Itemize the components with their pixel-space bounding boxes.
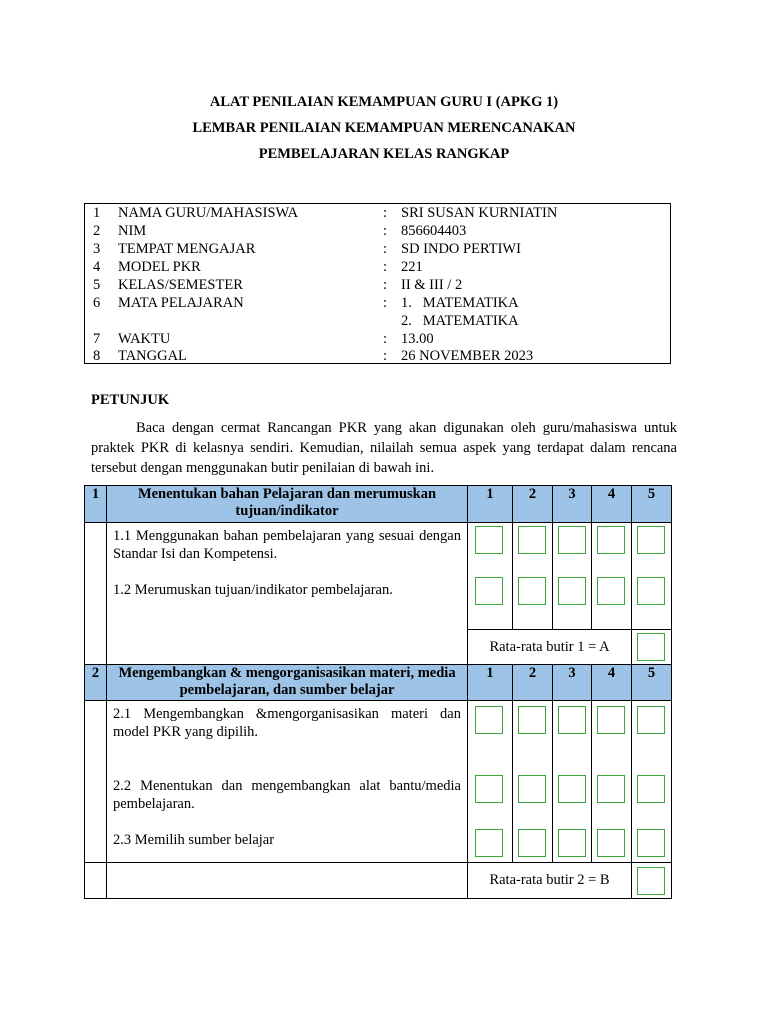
average-label: Rata-rata butir 2 = B bbox=[468, 863, 632, 899]
info-row-subject-2 bbox=[85, 312, 670, 330]
item-1-2: 1.2 Merumuskan tujuan/indikator pembelajaran. bbox=[113, 582, 393, 598]
info-value: SRI SUSAN KURNIATIN bbox=[401, 205, 558, 221]
info-colon: : bbox=[383, 259, 388, 275]
score-header: 1 bbox=[468, 486, 513, 523]
identity-table bbox=[84, 203, 671, 364]
info-row-class bbox=[85, 276, 670, 294]
average-label: Rata-rata butir 1 = A bbox=[468, 630, 632, 665]
info-no: 3 bbox=[93, 241, 101, 257]
score-header: 1 bbox=[468, 665, 513, 701]
info-value: 13.00 bbox=[401, 331, 434, 347]
info-label: NAMA GURU/MAHASISWA bbox=[118, 205, 299, 221]
item-2-1: 2.1 Mengembangkan &mengorganisasikan materi dan model PKR yang dipilih. bbox=[113, 706, 461, 740]
blank-cell bbox=[85, 523, 107, 665]
section-title: Menentukan bahan Pelajaran dan merumuskan tujuan/indikator bbox=[107, 486, 468, 523]
blank-cell bbox=[85, 701, 107, 863]
score-header: 2 bbox=[513, 665, 553, 701]
score-header: 5 bbox=[632, 665, 672, 701]
info-row-subject bbox=[85, 294, 670, 312]
blank-cell bbox=[107, 863, 468, 899]
info-label: KELAS/SEMESTER bbox=[118, 277, 243, 293]
section-no: 2 bbox=[85, 665, 107, 701]
item-1-1: 1.1 Menggunakan bahan pembelajaran yang sesuai dengan Standar Isi dan Kompetensi. bbox=[113, 528, 461, 562]
info-no: 8 bbox=[93, 348, 101, 364]
score-checkbox-1-2-3[interactable] bbox=[558, 577, 586, 605]
info-row-location bbox=[85, 240, 670, 258]
score-checkbox-2-2-4[interactable] bbox=[597, 775, 625, 803]
info-no: 2 bbox=[93, 223, 101, 239]
info-colon: : bbox=[383, 295, 388, 311]
score-checkbox-1-1-2[interactable] bbox=[518, 526, 546, 554]
info-no: 5 bbox=[93, 277, 101, 293]
info-label: NIM bbox=[118, 223, 147, 239]
section-1-item-list bbox=[107, 523, 468, 665]
section-2-item-list bbox=[107, 701, 468, 863]
info-label: MATA PELAJARAN bbox=[118, 295, 244, 311]
info-row-date bbox=[85, 347, 670, 365]
info-label: MODEL PKR bbox=[118, 259, 201, 275]
score-checkbox-2-2-5[interactable] bbox=[637, 775, 665, 803]
average-checkbox-b[interactable] bbox=[637, 867, 665, 895]
item-2-3: 2.3 Memilih sumber belajar bbox=[113, 832, 275, 848]
score-checkbox-1-2-4[interactable] bbox=[597, 577, 625, 605]
score-checkbox-2-2-3[interactable] bbox=[558, 775, 586, 803]
score-checkbox-1-2-2[interactable] bbox=[518, 577, 546, 605]
score-checkbox-1-1-4[interactable] bbox=[597, 526, 625, 554]
info-value: 856604403 bbox=[401, 223, 467, 239]
petunjuk-text: Baca dengan cermat Rancangan PKR yang akan digunakan oleh guru/mahasiswa untuk praktek PKR di kelasnya sendiri. Kemudian, nilailah semua aspek yang terdapat dalam rencana tersebut dengan menggunakan butir penilaian di bawah ini. bbox=[91, 420, 677, 476]
info-label: TANGGAL bbox=[118, 348, 187, 364]
score-checkbox-1-1-1[interactable] bbox=[475, 526, 503, 554]
info-colon: : bbox=[383, 223, 388, 239]
score-checkbox-1-2-5[interactable] bbox=[637, 577, 665, 605]
score-header: 3 bbox=[553, 665, 592, 701]
score-checkbox-2-3-5[interactable] bbox=[637, 829, 665, 857]
info-value: II & III / 2 bbox=[401, 277, 463, 293]
info-row-name bbox=[85, 204, 670, 222]
info-no: 4 bbox=[93, 259, 101, 275]
section-no: 1 bbox=[85, 486, 107, 523]
score-checkbox-1-1-3[interactable] bbox=[558, 526, 586, 554]
info-row-model bbox=[85, 258, 670, 276]
title-line-1: ALAT PENILAIAN KEMAMPUAN GURU I (APKG 1) bbox=[209, 94, 559, 110]
info-value: 221 bbox=[401, 259, 423, 275]
item-2-2: 2.2 Menentukan dan mengembangkan alat bantu/media pembelajaran. bbox=[113, 778, 461, 812]
score-checkbox-2-2-2[interactable] bbox=[518, 775, 546, 803]
info-colon: : bbox=[383, 241, 388, 257]
info-no: 7 bbox=[93, 331, 101, 347]
info-colon: : bbox=[383, 277, 388, 293]
score-checkbox-2-2-1[interactable] bbox=[475, 775, 503, 803]
blank-cell bbox=[85, 863, 107, 899]
section-2-average-row bbox=[85, 863, 672, 899]
average-checkbox-a[interactable] bbox=[637, 633, 665, 661]
info-row-time bbox=[85, 330, 670, 348]
title-line-3: PEMBELAJARAN KELAS RANGKAP bbox=[258, 146, 510, 162]
info-no: 6 bbox=[93, 295, 101, 311]
score-checkbox-2-1-3[interactable] bbox=[558, 706, 586, 734]
info-value-2: 2. MATEMATIKA bbox=[401, 313, 519, 329]
score-checkbox-2-1-2[interactable] bbox=[518, 706, 546, 734]
score-checkbox-1-2-1[interactable] bbox=[475, 577, 503, 605]
score-checkbox-2-1-5[interactable] bbox=[637, 706, 665, 734]
score-header: 3 bbox=[553, 486, 592, 523]
info-no: 1 bbox=[93, 205, 101, 221]
section-1-header bbox=[85, 486, 672, 523]
info-label: WAKTU bbox=[118, 331, 171, 347]
score-header: 5 bbox=[632, 486, 672, 523]
info-colon: : bbox=[383, 205, 388, 221]
petunjuk-heading: PETUNJUK bbox=[91, 392, 170, 408]
score-checkbox-2-1-4[interactable] bbox=[597, 706, 625, 734]
score-checkbox-2-3-3[interactable] bbox=[558, 829, 586, 857]
info-value: 26 NOVEMBER 2023 bbox=[401, 348, 534, 364]
document-title-block bbox=[0, 92, 768, 170]
score-header: 4 bbox=[592, 486, 632, 523]
score-header: 2 bbox=[513, 486, 553, 523]
score-checkbox-1-1-5[interactable] bbox=[637, 526, 665, 554]
info-value: SD INDO PERTIWI bbox=[401, 241, 521, 257]
info-colon: : bbox=[383, 348, 388, 364]
section-title: Mengembangkan & mengorganisasikan materi, media pembelajaran, dan sumber belajar bbox=[107, 665, 468, 701]
score-checkbox-2-3-1[interactable] bbox=[475, 829, 503, 857]
score-checkbox-2-3-2[interactable] bbox=[518, 829, 546, 857]
section-2-header bbox=[85, 665, 672, 701]
info-value: 1. MATEMATIKA bbox=[401, 295, 519, 311]
info-label: TEMPAT MENGAJAR bbox=[118, 241, 256, 257]
info-colon: : bbox=[383, 331, 388, 347]
score-checkbox-2-3-4[interactable] bbox=[597, 829, 625, 857]
info-row-nim bbox=[85, 222, 670, 240]
score-checkbox-2-1-1[interactable] bbox=[475, 706, 503, 734]
title-line-2: LEMBAR PENILAIAN KEMAMPUAN MERENCANAKAN bbox=[192, 120, 576, 136]
score-header: 4 bbox=[592, 665, 632, 701]
